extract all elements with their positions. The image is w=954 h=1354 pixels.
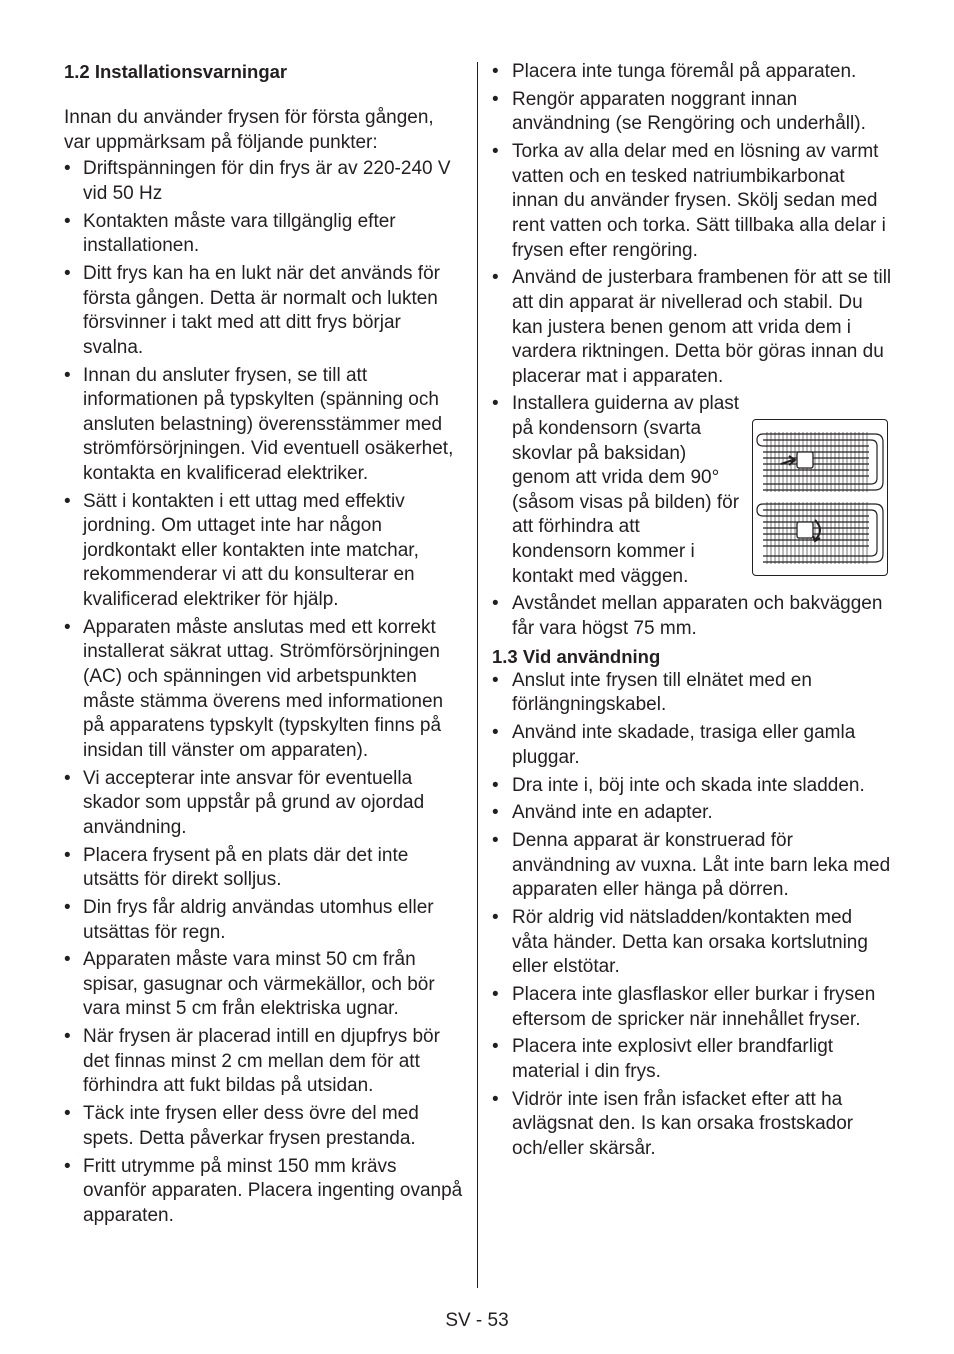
figure-item-text: • Installera guiderna av plast på kondensorn (svarta skovlar på baksidan) genom att vrida dem 90° (såsom visas på bilden) för att förhindra att kondensorn kommer i kontakt med väggen. xyxy=(512,393,740,587)
list-item: • Apparaten måste vara minst 50 cm från spisar, gasugnar och värmekällor, och bör vara minst 5 cm från elektriska ugnar. xyxy=(64,948,464,1022)
list-item: • Anslut inte frysen till elnätet med en förlängningskabel. xyxy=(492,669,892,718)
list-item: • Rengör apparaten noggrant innan användning (se Rengöring och underhåll). xyxy=(492,88,892,137)
list-item: • Använd de justerbara frambenen för att se till att din apparat är nivellerad och stabil. Du kan justera benen genom att vrida dem i vardera riktningen. Detta bör göras innan du placerar mat i apparaten. xyxy=(492,266,892,389)
list-item: • Vidrör inte isen från isfacket efter att ha avlägsnat den. Is kan orsaka frostskador och/eller skärsår. xyxy=(492,1088,892,1162)
section-heading-installation-warnings: 1.2 Installationsvarningar xyxy=(64,61,288,82)
list-item: • Torka av alla delar med en lösning av varmt vatten och en tesked natriumbikarbonat innan du använder frysen. Skölj sedan med rent vatten och torka. Sätt tillbaka alla delar i frysen efter rengöring. xyxy=(492,140,892,263)
list-item: • Denna apparat är konstruerad för användning av vuxna. Låt inte barn leka med apparaten eller hänga på dörren. xyxy=(492,829,892,903)
condenser-guide-figure xyxy=(752,419,888,576)
list-item: • Placera inte glasflaskor eller burkar i frysen eftersom de spricker när innehållet fryser. xyxy=(492,983,892,1032)
list-item: • Rör aldrig vid nätsladden/kontakten med våta händer. Detta kan orsaka kortslutning eller elstötar. xyxy=(492,906,892,980)
list-item: • Innan du ansluter frysen, se till att informationen på typskylten (spänning och ansluten belastning) överensstämmer med strömförsörjningen. Vid eventuell osäkerhet, kontakta en kvalificerad elektriker. xyxy=(64,364,464,487)
list-item: • Apparaten måste anslutas med ett korrekt installerat säkrat uttag. Strömförsörjningen (AC) och spänningen vid arbetspunkten måste stämma överens med informationen på apparatens typskylt (typskylten finns på insidan till vänster om apparaten). xyxy=(64,616,464,764)
page-number: SV - 53 xyxy=(445,1310,509,1331)
condenser-plastic-guide-icon xyxy=(753,420,887,575)
column-divider xyxy=(477,62,478,1288)
list-item: • Sätt i kontakten i ett uttag med effektiv jordning. Om uttaget inte har någon jordkontakt eller kontakten inte matchar, rekommenderar vi att du konsulterar en kvalificerad elektriker för hjälp. xyxy=(64,490,464,613)
list-item: • Placera frysent på en plats där det inte utsätts för direkt solljus. xyxy=(64,844,464,893)
left-column xyxy=(64,60,464,1232)
installation-warnings-list xyxy=(64,157,464,1228)
section-heading-during-use: 1.3 Vid användning xyxy=(492,645,661,667)
list-item: • Kontakten måste vara tillgänglig efter installationen. xyxy=(64,210,464,259)
list-item: • Din frys får aldrig användas utomhus eller utsättas för regn. xyxy=(64,896,464,945)
list-item: • Fritt utrymme på minst 150 mm krävs ovanför apparaten. Placera ingenting ovanpå apparaten. xyxy=(64,1155,464,1229)
list-item: • Dra inte i, böj inte och skada inte sladden. xyxy=(492,774,892,799)
installation-warnings-list-continued xyxy=(492,60,892,642)
right-column xyxy=(492,60,892,1165)
list-item: • Avståndet mellan apparaten och bakväggen får vara högst 75 mm. xyxy=(492,592,892,641)
list-item: • Täck inte frysen eller dess övre del med spets. Detta påverkar frysen prestanda. xyxy=(64,1102,464,1151)
usage-warnings-list xyxy=(492,669,892,1162)
list-item-with-figure xyxy=(492,392,892,589)
list-item: • Använd inte skadade, trasiga eller gamla pluggar. xyxy=(492,721,892,770)
list-item: • Placera inte explosivt eller brandfarligt material i din frys. xyxy=(492,1035,892,1084)
intro-paragraph: Innan du använder frysen för första gången, var uppmärksam på följande punkter: xyxy=(64,107,434,153)
list-item: • Driftspänningen för din frys är av 220-240 V vid 50 Hz xyxy=(64,157,464,206)
list-item: • När frysen är placerad intill en djupfrys bör det finnas minst 2 cm mellan dem för att förhindra att fukt bildas på utsidan. xyxy=(64,1025,464,1099)
list-item: • Ditt frys kan ha en lukt när det används för första gången. Detta är normalt och lukten försvinner i takt med att ditt frys börjar svalna. xyxy=(64,262,464,360)
list-item: • Vi accepterar inte ansvar för eventuella skador som uppstår på grund av ojordad användning. xyxy=(64,767,464,841)
list-item: • Använd inte en adapter. xyxy=(492,801,892,826)
list-item: • Placera inte tunga föremål på apparaten. xyxy=(492,60,892,85)
